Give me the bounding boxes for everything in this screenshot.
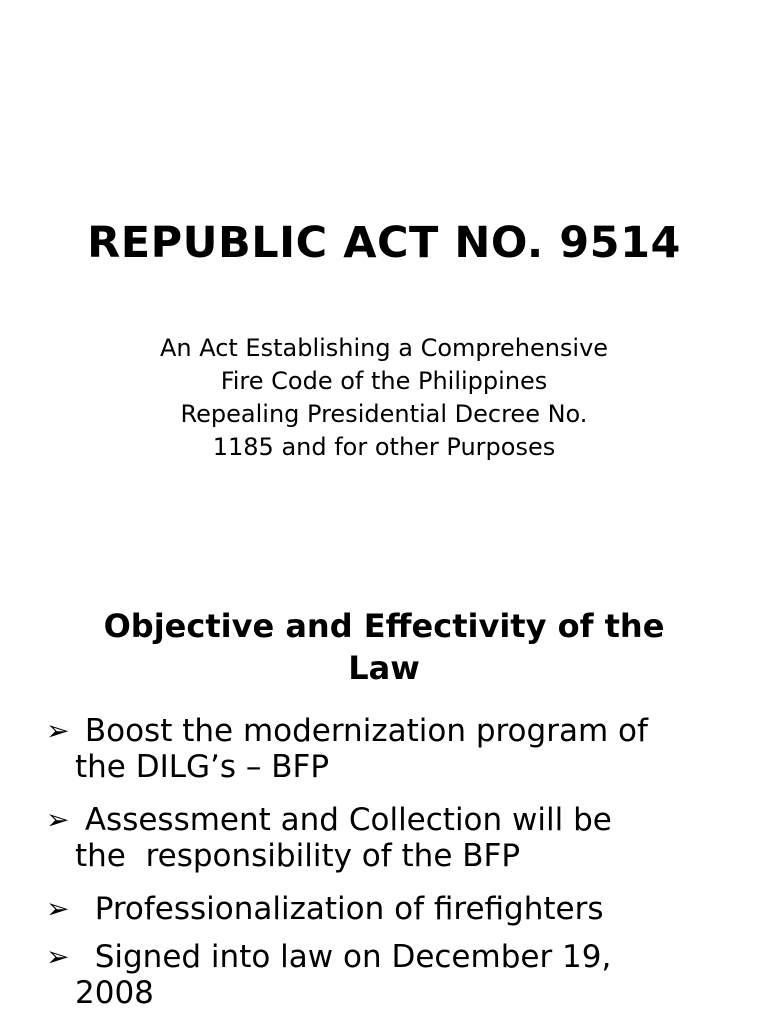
bullet-text: Professionalization of firefighters	[75, 891, 604, 927]
bullet-text: Boost the modernization program of	[75, 713, 648, 749]
heading-line: Objective and Effectivity of the	[103, 607, 665, 645]
arrow-bullet-icon: ➢	[46, 803, 70, 836]
bullet-text: the DILG’s – BFP	[75, 749, 330, 785]
document-subtitle	[0, 332, 768, 464]
bullet-text: Assessment and Collection will be	[75, 802, 612, 838]
bullet-list	[46, 713, 746, 1028]
bullet-text: the responsibility of the BFP	[75, 838, 521, 874]
list-item	[46, 939, 746, 1011]
subtitle-line: Repealing Presidential Decree No.	[180, 400, 588, 428]
bullet-text: Signed into law on December 19,	[75, 939, 612, 975]
subtitle-line: Fire Code of the Philippines	[220, 367, 548, 395]
arrow-bullet-icon: ➢	[46, 892, 70, 925]
document-title: REPUBLIC ACT NO. 9514	[87, 218, 681, 268]
list-item	[46, 891, 746, 927]
subtitle-line: 1185 and for other Purposes	[212, 433, 556, 461]
bullet-text: 2008	[75, 975, 154, 1011]
arrow-bullet-icon: ➢	[46, 714, 70, 747]
heading-line: Law	[348, 649, 420, 687]
list-item	[46, 802, 746, 874]
slide-objectives	[0, 540, 768, 1024]
arrow-bullet-icon: ➢	[46, 940, 70, 973]
section-heading	[0, 605, 768, 689]
list-item	[46, 713, 746, 785]
subtitle-line: An Act Establishing a Comprehensive	[159, 334, 609, 362]
